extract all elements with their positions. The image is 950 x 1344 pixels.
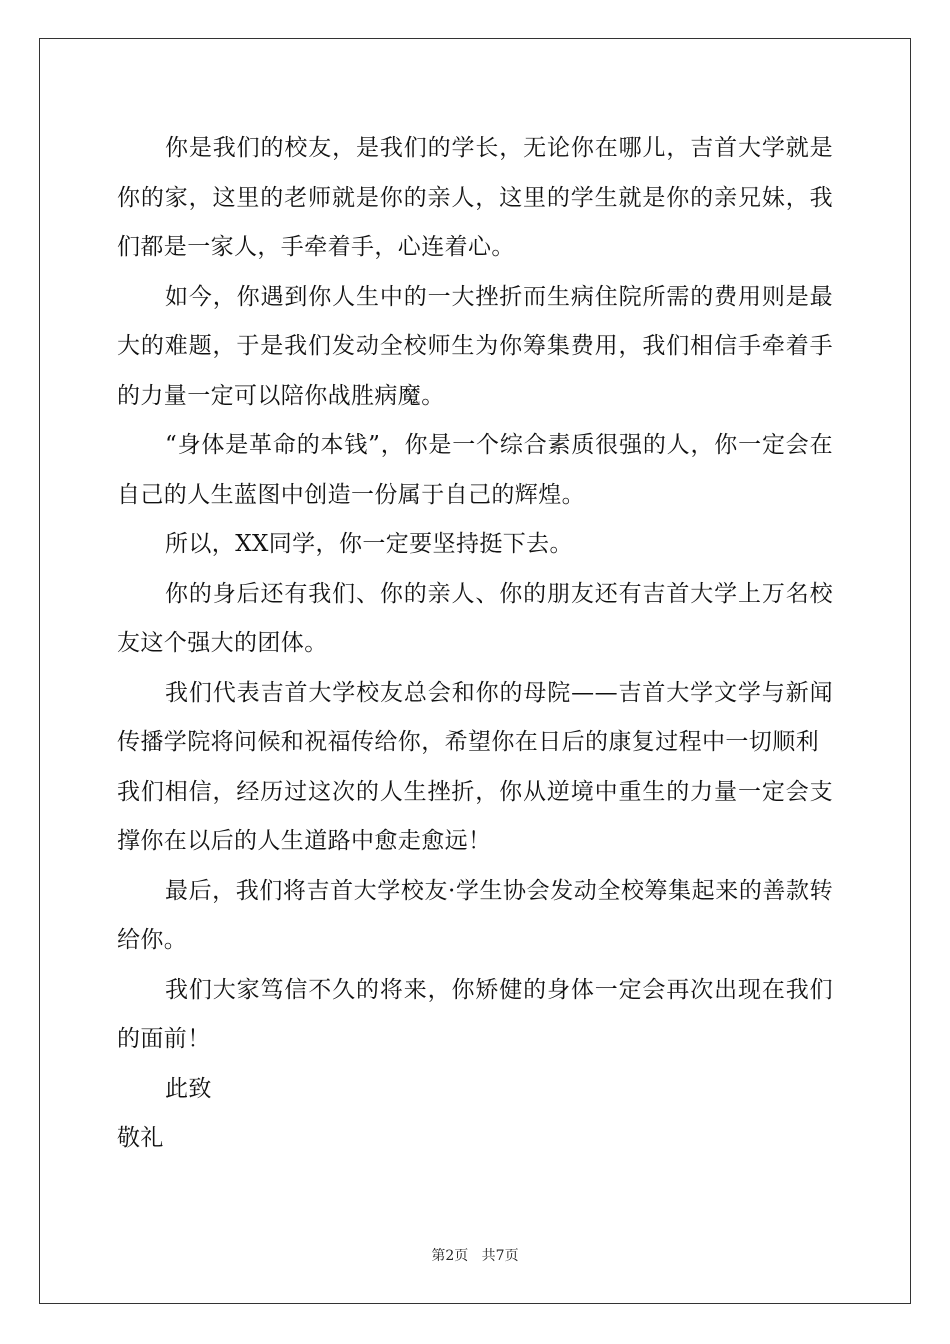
- paragraph-3: “身体是革命的本钱”，你是一个综合素质很强的人，你一定会在自己的人生蓝图中创造一份属于自己的辉煌。: [117, 432, 833, 508]
- paragraph-1: 你是我们的校友，是我们的学长，无论你在哪儿，吉首大学就是你的家，这里的老师就是你的亲人，这里的学生就是你的亲兄妹，我们都是一家人，手牵着手，心连着心。: [117, 135, 833, 260]
- closing-line: 敬礼: [117, 1125, 164, 1151]
- paragraph-7: 我们相信，经历过这次的人生挫折，你从逆境中重生的力量一定会支撑你在以后的人生道路中愈走愈远！: [117, 778, 833, 854]
- salutation-line: 此致: [165, 1075, 212, 1102]
- paragraph-4: 所以，XX同学，你一定要坚持挺下去。: [165, 531, 573, 557]
- paragraph-2: 如今，你遇到你人生中的一大挫折而生病住院所需的费用则是最大的难题，于是我们发动全校师生为你筹集费用，我们相信手牵着手的力量一定可以陪你战胜病魔。: [117, 283, 833, 409]
- letter-body: [117, 124, 833, 1164]
- page-footer: [0, 1245, 950, 1265]
- paragraph-6: 我们代表吉首大学校友总会和你的母院——吉首大学文学与新闻传播学院将问候和祝福传给你，希望你在日后的康复过程中一切顺利: [117, 679, 833, 755]
- paragraph-8: 最后，我们将吉首大学校友·学生协会发动全校筹集起来的善款转给你。: [117, 877, 833, 953]
- paragraph-9: 我们大家笃信不久的将来，你矫健的身体一定会再次出现在我们的面前！: [117, 976, 833, 1052]
- page-number: 第2页: [431, 1248, 469, 1264]
- paragraph-5: 你的身后还有我们、你的亲人、你的朋友还有吉首大学上万名校友这个强大的团体。: [117, 580, 833, 656]
- page-total: 共7页: [481, 1248, 519, 1264]
